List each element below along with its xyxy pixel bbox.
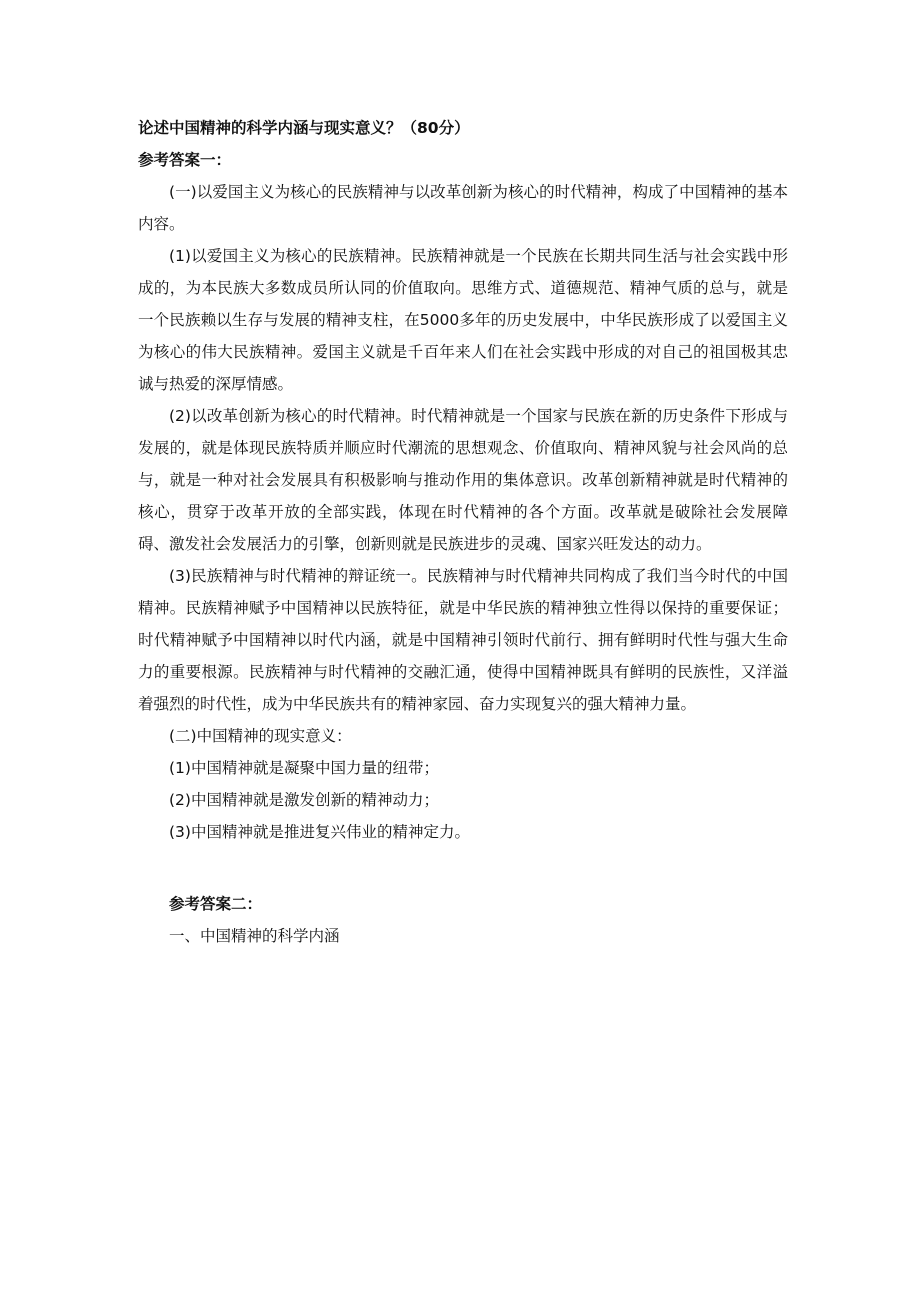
meaning-item-3: (3)中国精神就是推进复兴伟业的精神定力。 bbox=[169, 823, 470, 841]
answer1-item1: (1)以爱国主义为核心的民族精神。民族精神就是一个民族在长期共同生活与社会实践中形成的，为本民族大多数成员所认同的价值取向。思维方式、道德规范、精神气质的总与，就是一个民族赖以生存与发展的精神支柱，在5000多年的历史发展中，中华民族形成了以爱国主义为核心的伟大民族精神。爱国主义就是千百年来人们在社会实践中形成的对自己的祖国极其忠诚与热爱的深厚情感。 bbox=[138, 247, 788, 393]
question-title: 论述中国精神的科学内涵与现实意义？（80分） bbox=[138, 119, 470, 137]
meaning-item-1: (1)中国精神就是凝聚中国力量的纽带； bbox=[169, 759, 439, 777]
answer1-part1-heading: (一)以爱国主义为核心的民族精神与以改革创新为核心的时代精神，构成了中国精神的基本内容。 bbox=[138, 183, 788, 233]
answer1-item3: (3)民族精神与时代精神的辩证统一。民族精神与时代精神共同构成了我们当今时代的中国精神。民族精神赋予中国精神以民族特征，就是中华民族的精神独立性得以保持的重要保证；时代精神赋予中国精神以时代内涵，就是中国精神引领时代前行、拥有鲜明时代性与强大生命力的重要根源。民族精神与时代精神的交融汇通，使得中国精神既具有鲜明的民族性，又洋溢着强烈的时代性，成为中华民族共有的精神家园、奋力实现复兴的强大精神力量。 bbox=[138, 567, 788, 713]
answer1-heading: 参考答案一： bbox=[138, 151, 232, 169]
document-body bbox=[138, 112, 788, 952]
answer1-part2-heading: (二)中国精神的现实意义： bbox=[169, 727, 352, 745]
section-gap bbox=[138, 848, 788, 888]
meaning-item-2: (2)中国精神就是激发创新的精神动力； bbox=[169, 791, 439, 809]
answer2-section1-heading: 一、中国精神的科学内涵 bbox=[169, 927, 340, 945]
answer2-heading: 参考答案二： bbox=[169, 895, 263, 913]
answer1-item2: (2)以改革创新为核心的时代精神。时代精神就是一个国家与民族在新的历史条件下形成与发展的，就是体现民族特质并顺应时代潮流的思想观念、价值取向、精神风貌与社会风尚的总与，就是一种对社会发展具有积极影响与推动作用的集体意识。改革创新精神就是时代精神的核心，贯穿于改革开放的全部实践，体现在时代精神的各个方面。改革就是破除社会发展障碍、激发社会发展活力的引擎，创新则就是民族进步的灵魂、国家兴旺发达的动力。 bbox=[138, 407, 788, 553]
